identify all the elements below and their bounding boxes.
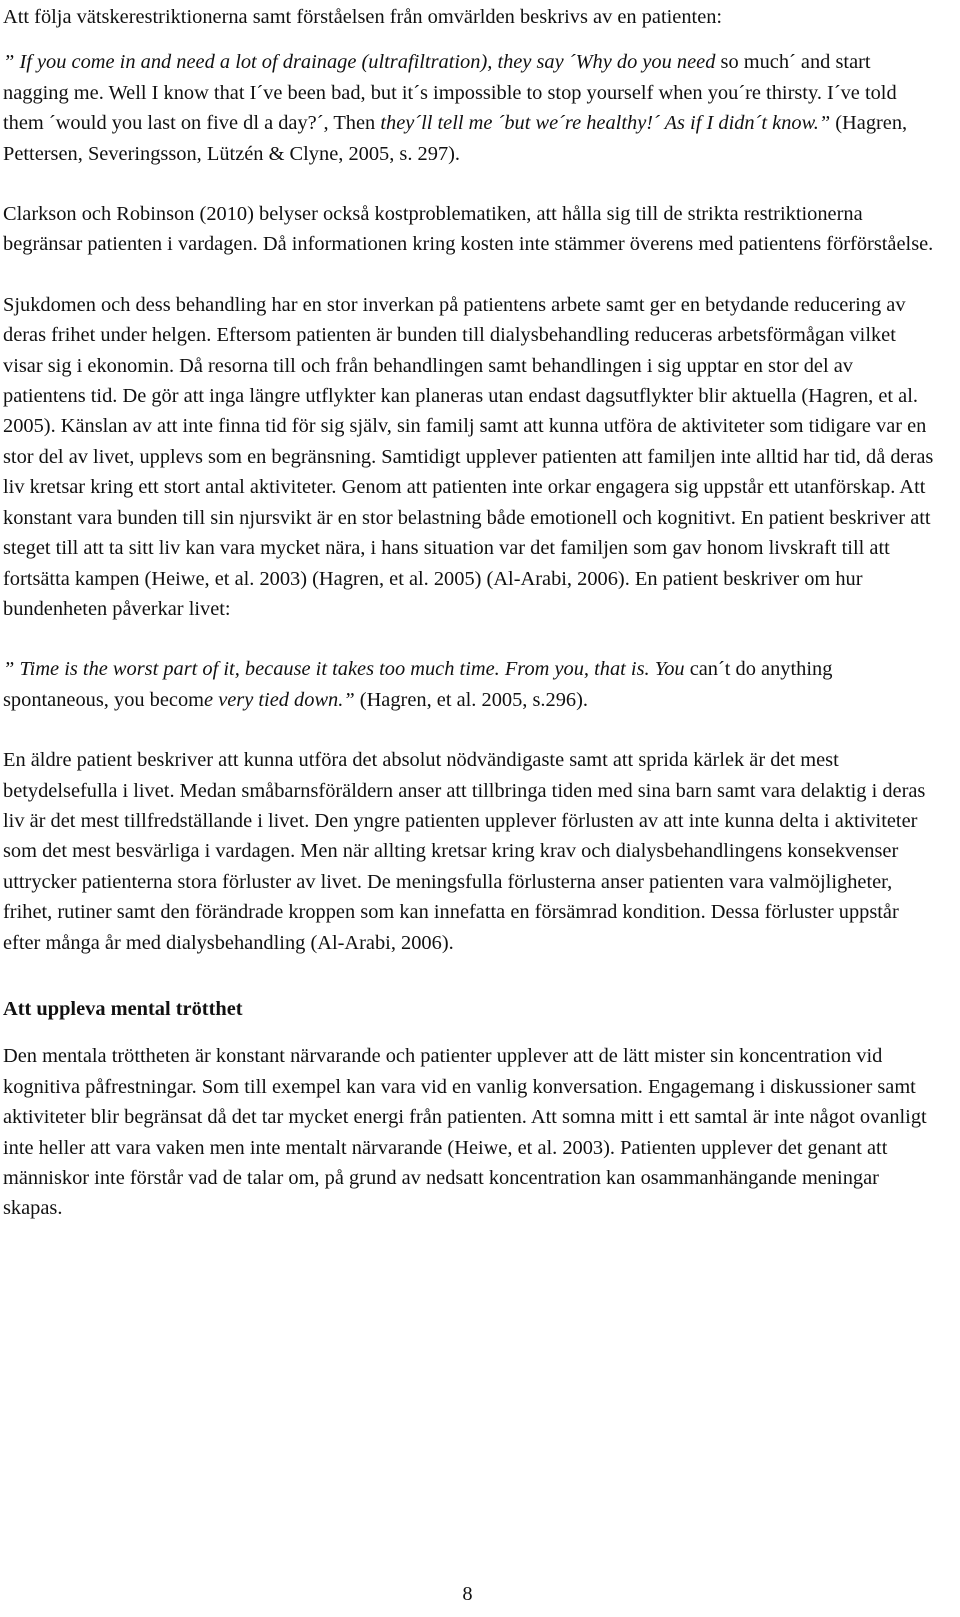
- quote-citation: (Hagren, et al. 2005, s.296).: [354, 688, 588, 711]
- paragraph-clarkson: Clarkson och Robinson (2010) belyser också kostproblematiken, att hålla sig till de strikta restriktionerna begränsar patienten i vardagen. Då informationen kring kosten inte stämmer överens med patientens förförståelse.: [3, 203, 934, 256]
- paragraph-aldre-patient: En äldre patient beskriver att kunna utföra det absolut nödvändigaste samt att sprida kärlek är det mest betydelsefulla i livet. Medan småbarnsföräldern anser att tillbringa tiden med sina barn samt vara delaktig i deras liv är det mest tillfredställande i livet. Den yngre patienten upplever förlusten av att inte kunna delta i aktiviteter som det mest besvärliga i vardagen. Men när allting kretsar kring krav och dialysbehandlingens konsekvenser uttrycker patienterna stora förluster av livet. De meningsfulla förlusterna anser patienten vara valmöjligheter, frihet, rutiner samt den förändrade kroppen som kan innefatta en försämrad kondition. Dessa förluster uppstår efter många år med dialysbehandling (Al-Arabi, 2006).: [3, 749, 926, 954]
- document-page: [3, 0, 938, 1224]
- quote-italic-text-2: they´ll tell me ´but we´re healthy!´ As if I didn´t know.: [375, 112, 819, 135]
- patient-quote-time: [3, 654, 938, 715]
- patient-quote-drainage: [3, 47, 938, 169]
- quote-open-mark: ”: [3, 51, 20, 74]
- quote-italic-text: Time is the worst part of it, because it takes too much time. From you, that is. You: [19, 658, 685, 681]
- section-heading: Att uppleva mental trötthet: [3, 997, 243, 1020]
- paragraph-sjukdomen: Sjukdomen och dess behandling har en stor inverkan på patientens arbete samt ger en betydande reducering av deras frihet under helgen. Eftersom patienten är bunden till dialysbehandling reduceras arbetsförmågan vilket visar sig i ekonomin. Då resorna till och från behandlingen samt behandlingen i sig upptar en stor del av patientens tid. De gör att inga längre utflykter kan planeras utan endast dagsutflykter blir aktuella (Hagren, et al. 2005). Känslan av att inte finna tid för sig själv, sin familj samt att kunna utföra de aktiviteter som tidigare var en stor del av livet, upplevs som en begränsning. Samtidigt upplever patienten att familjen inte alltid har tid, då deras liv kretsar kring ett stort antal aktiviteter. Genom att patienten inte orkar engagera sig uppstår ett utanförskap. Att konstant vara bunden till sin njursvikt är en stor belastning både emotionell och kognitivt. En patient beskriver att steget till att ta sitt liv kan vara mycket nära, i hans situation var det familjen som gav honom livskraft till att fortsätta kampen (Heiwe, et al. 2003) (Hagren, et al. 2005) (Al-Arabi, 2006). En patient beskriver om hur bundenheten påverkar livet:: [3, 293, 934, 620]
- quote-close-mark: ”: [818, 112, 831, 135]
- quote-close-mark: ”: [343, 688, 355, 711]
- page-number: 8: [462, 1583, 473, 1605]
- quote-plain-text: can´t do anything spontaneous, you becom: [3, 658, 833, 711]
- quote-plain-text: so much´ and start nagging me. Well I know that I´ve been bad, but it´s impossible to stop yourself when you´re thirsty. I´ve told them ´would you last on five dl a day?´, Then: [3, 51, 897, 135]
- quote-italic-text: If you come in and need a lot of drainage (ultrafiltration), they say ´Why do you need: [19, 51, 716, 74]
- paragraph-mental-trotthet: Den mentala tröttheten är konstant närvarande och patienter upplever att de lätt mister sin koncentration vid kognitiva påfrestningar. Som till exempel kan vara vid en vanlig konversation. Engagemang i diskussioner samt aktiviteter blir begränsat då det tar mycket energi från patienten. Att somna mitt i ett samtal är inte något ovanligt inte heller att vara vaken men inte mentalt närvarande (Heiwe, et al. 2003). Patienten upplever det genant att människor inte förstår vad de talar om, på grund av nedsatt koncentration kan osammanhängande meningar skapas.: [3, 1045, 927, 1220]
- quote-citation: (Hagren, Pettersen, Severingsson, Lützén & Clyne, 2005, s. 297).: [3, 112, 908, 165]
- quote-italic-text-2: e very tied down.: [204, 688, 344, 711]
- intro-paragraph: Att följa vätskerestriktionerna samt förståelsen från omvärlden beskrivs av en patienten:: [3, 6, 723, 28]
- quote-open-mark: ”: [3, 658, 20, 681]
